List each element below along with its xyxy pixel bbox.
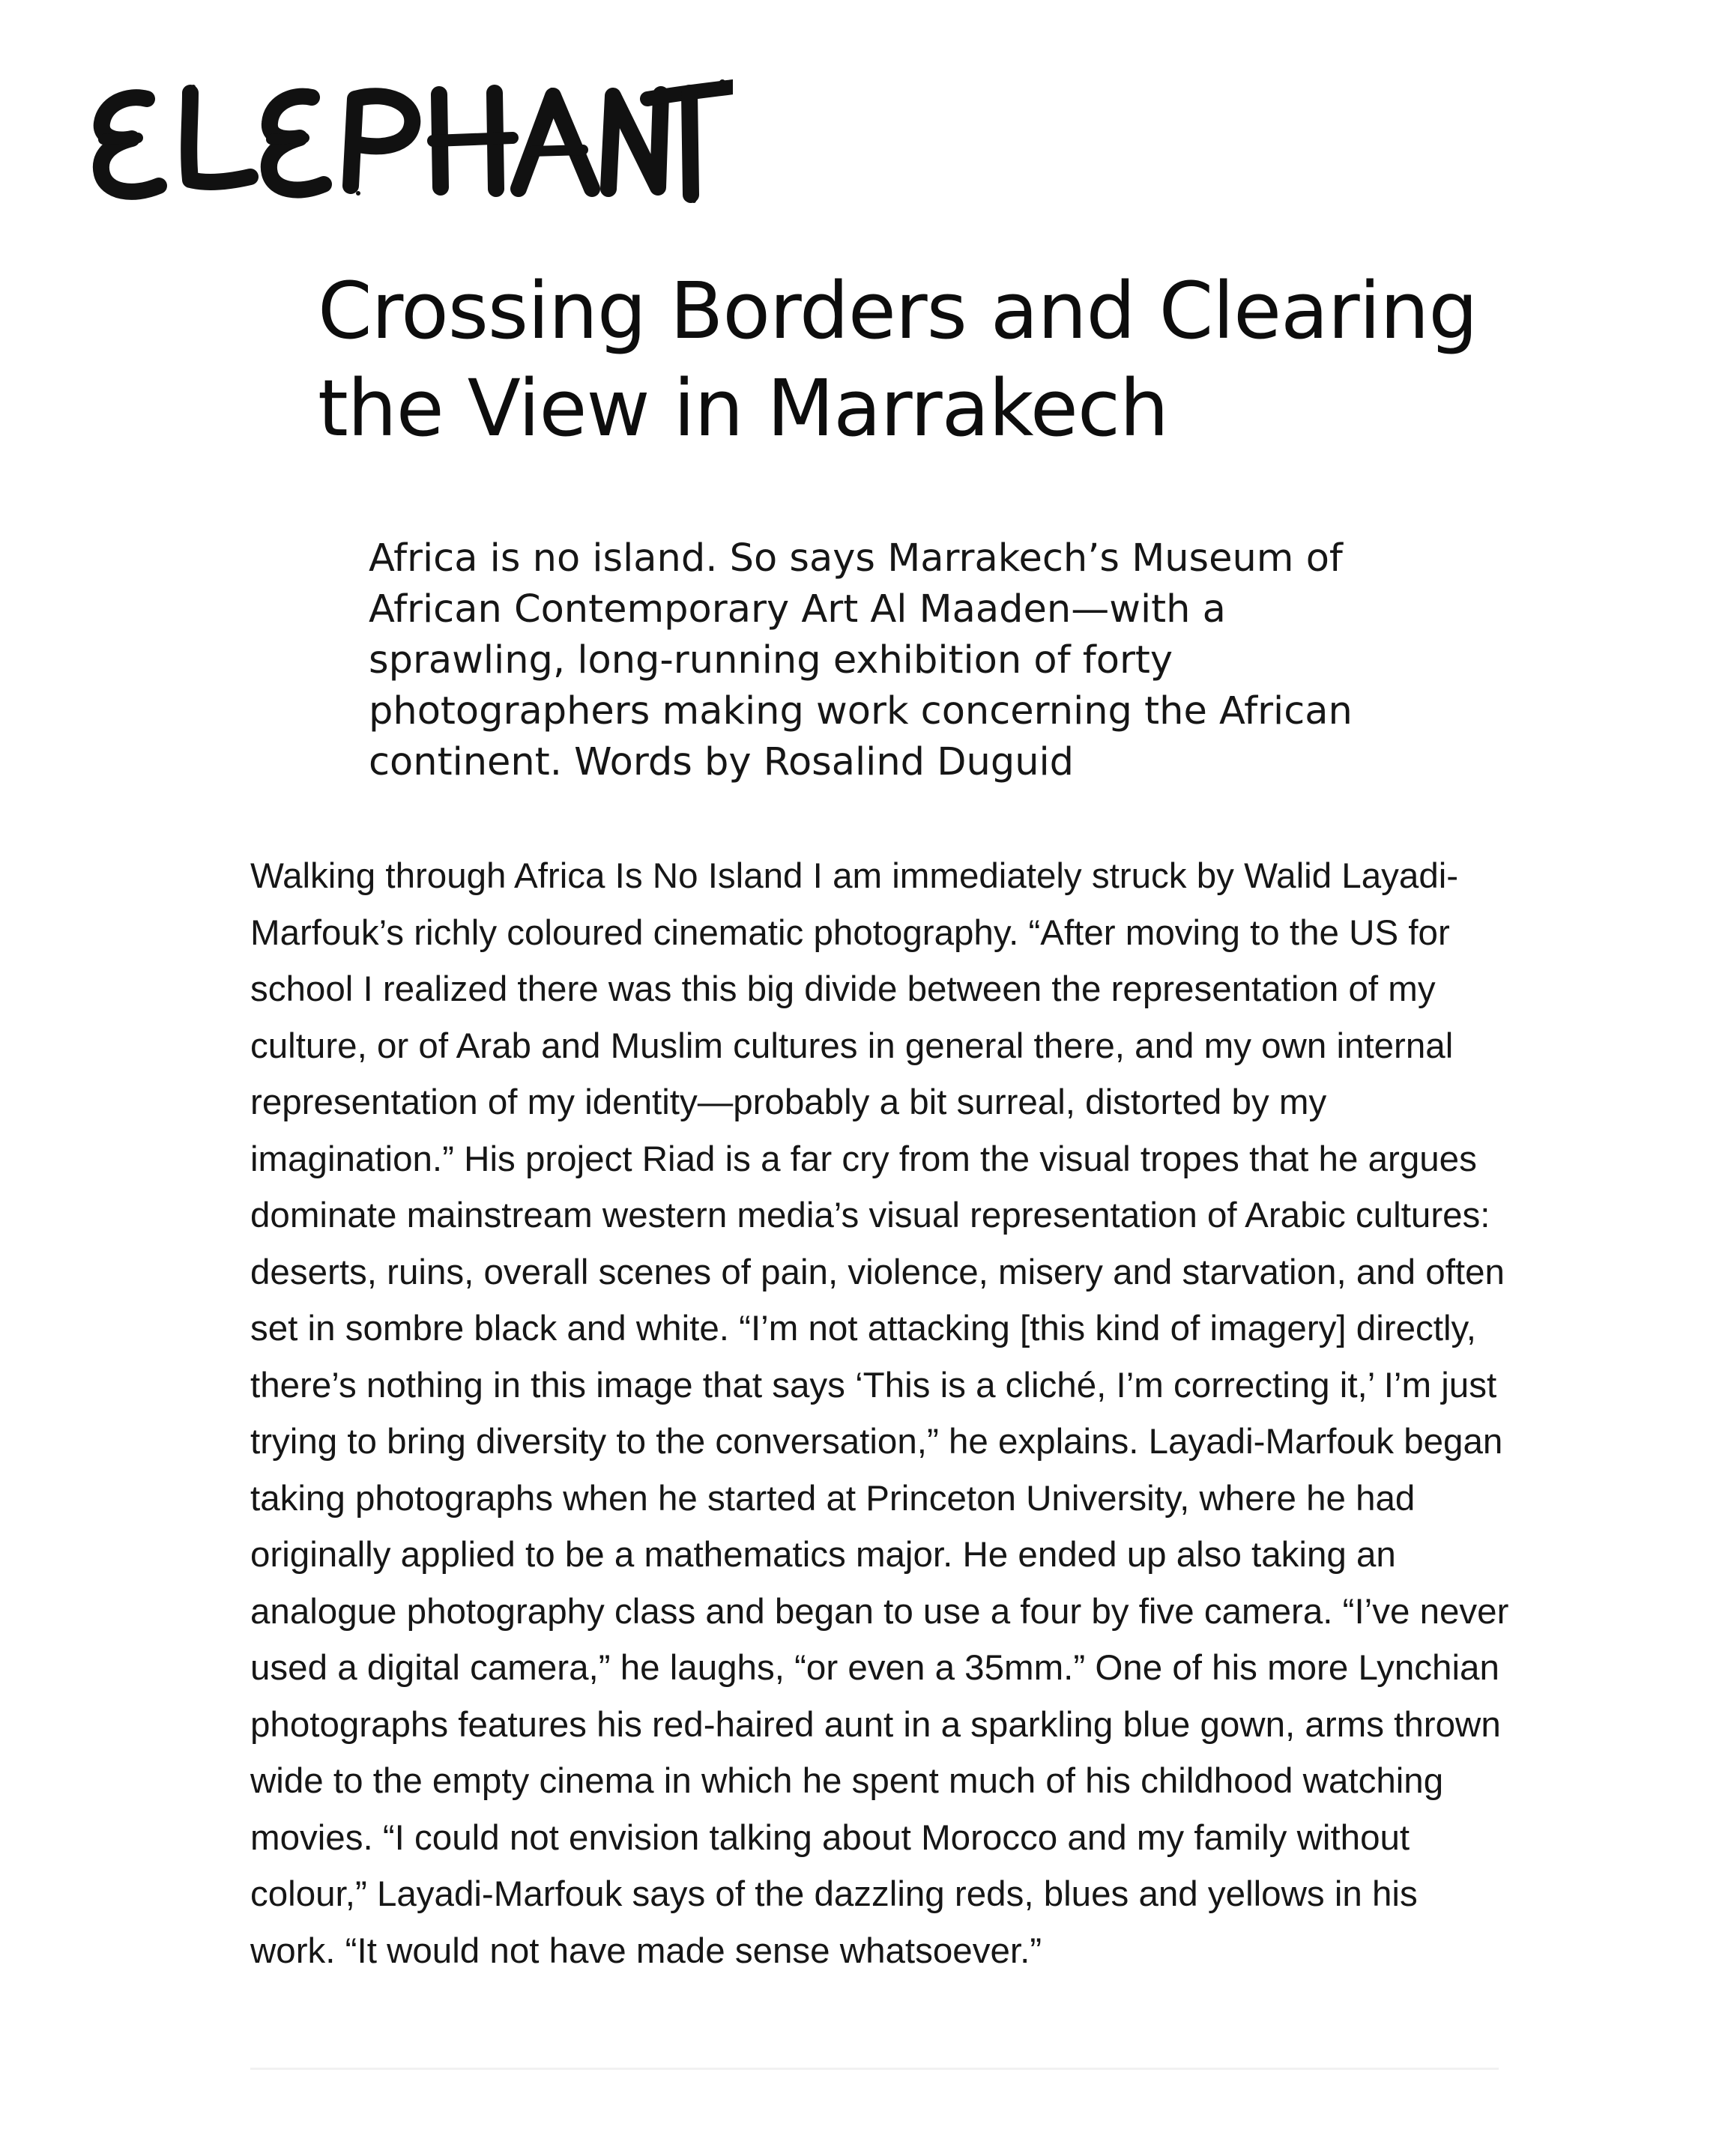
article-standfirst: Africa is no island. So says Marrakech’s Museum of African Contemporary Art Al Maaden—with a sprawling, long-running exhibition of forty photographers making work concerning the African continent. Words by Rosalind Duguid bbox=[369, 536, 1353, 784]
article-body: Walking through Africa Is No Island I am immediately struck by Walid Layadi-Marfouk’s richly coloured cinematic photography. “After moving to the US for school I realized there was this big divide between the representation of my culture, or of Arab and Muslim cultures in general there, and my own internal representation of my identity—probably a bit surreal, distorted by my imagination.” His project Riad is a far cry from the visual tropes that he argues dominate mainstream western media’s visual representation of Arabic cultures: deserts, ruins, overall scenes of pain, violence, misery and starvation, and often set in sombre black and white. “I’m not attacking [this kind of imagery] directly, there’s nothing in this image that says ‘This is a cliché, I’m correcting it,’ I’m just trying to bring diversity to the conversation,” he explains. Layadi-Marfouk began taking photographs when he started at Princeton University, where he had originally applied to be a mathematics major. He ended up also taking an analogue photography class and began to use a four by five camera. “I’ve never used a digital camera,” he laughs, “or even a 35mm.” One of his more Lynchian photographs features his red-haired aunt in a sparkling blue gown, arms thrown wide to the empty cinema in which he spent much of his childhood watching movies. “I could not envision talking about Morocco and my family without colour,” Layadi-Marfouk says of the dazzling reds, blues and yellows in his work. “It would not have made sense whatsoever.” bbox=[250, 856, 1509, 1971]
article-title: Crossing Borders and Clearing the View in Marrakech bbox=[318, 265, 1478, 454]
elephant-logo[interactable] bbox=[88, 60, 733, 210]
page-bottom-rule bbox=[250, 2068, 1499, 2070]
